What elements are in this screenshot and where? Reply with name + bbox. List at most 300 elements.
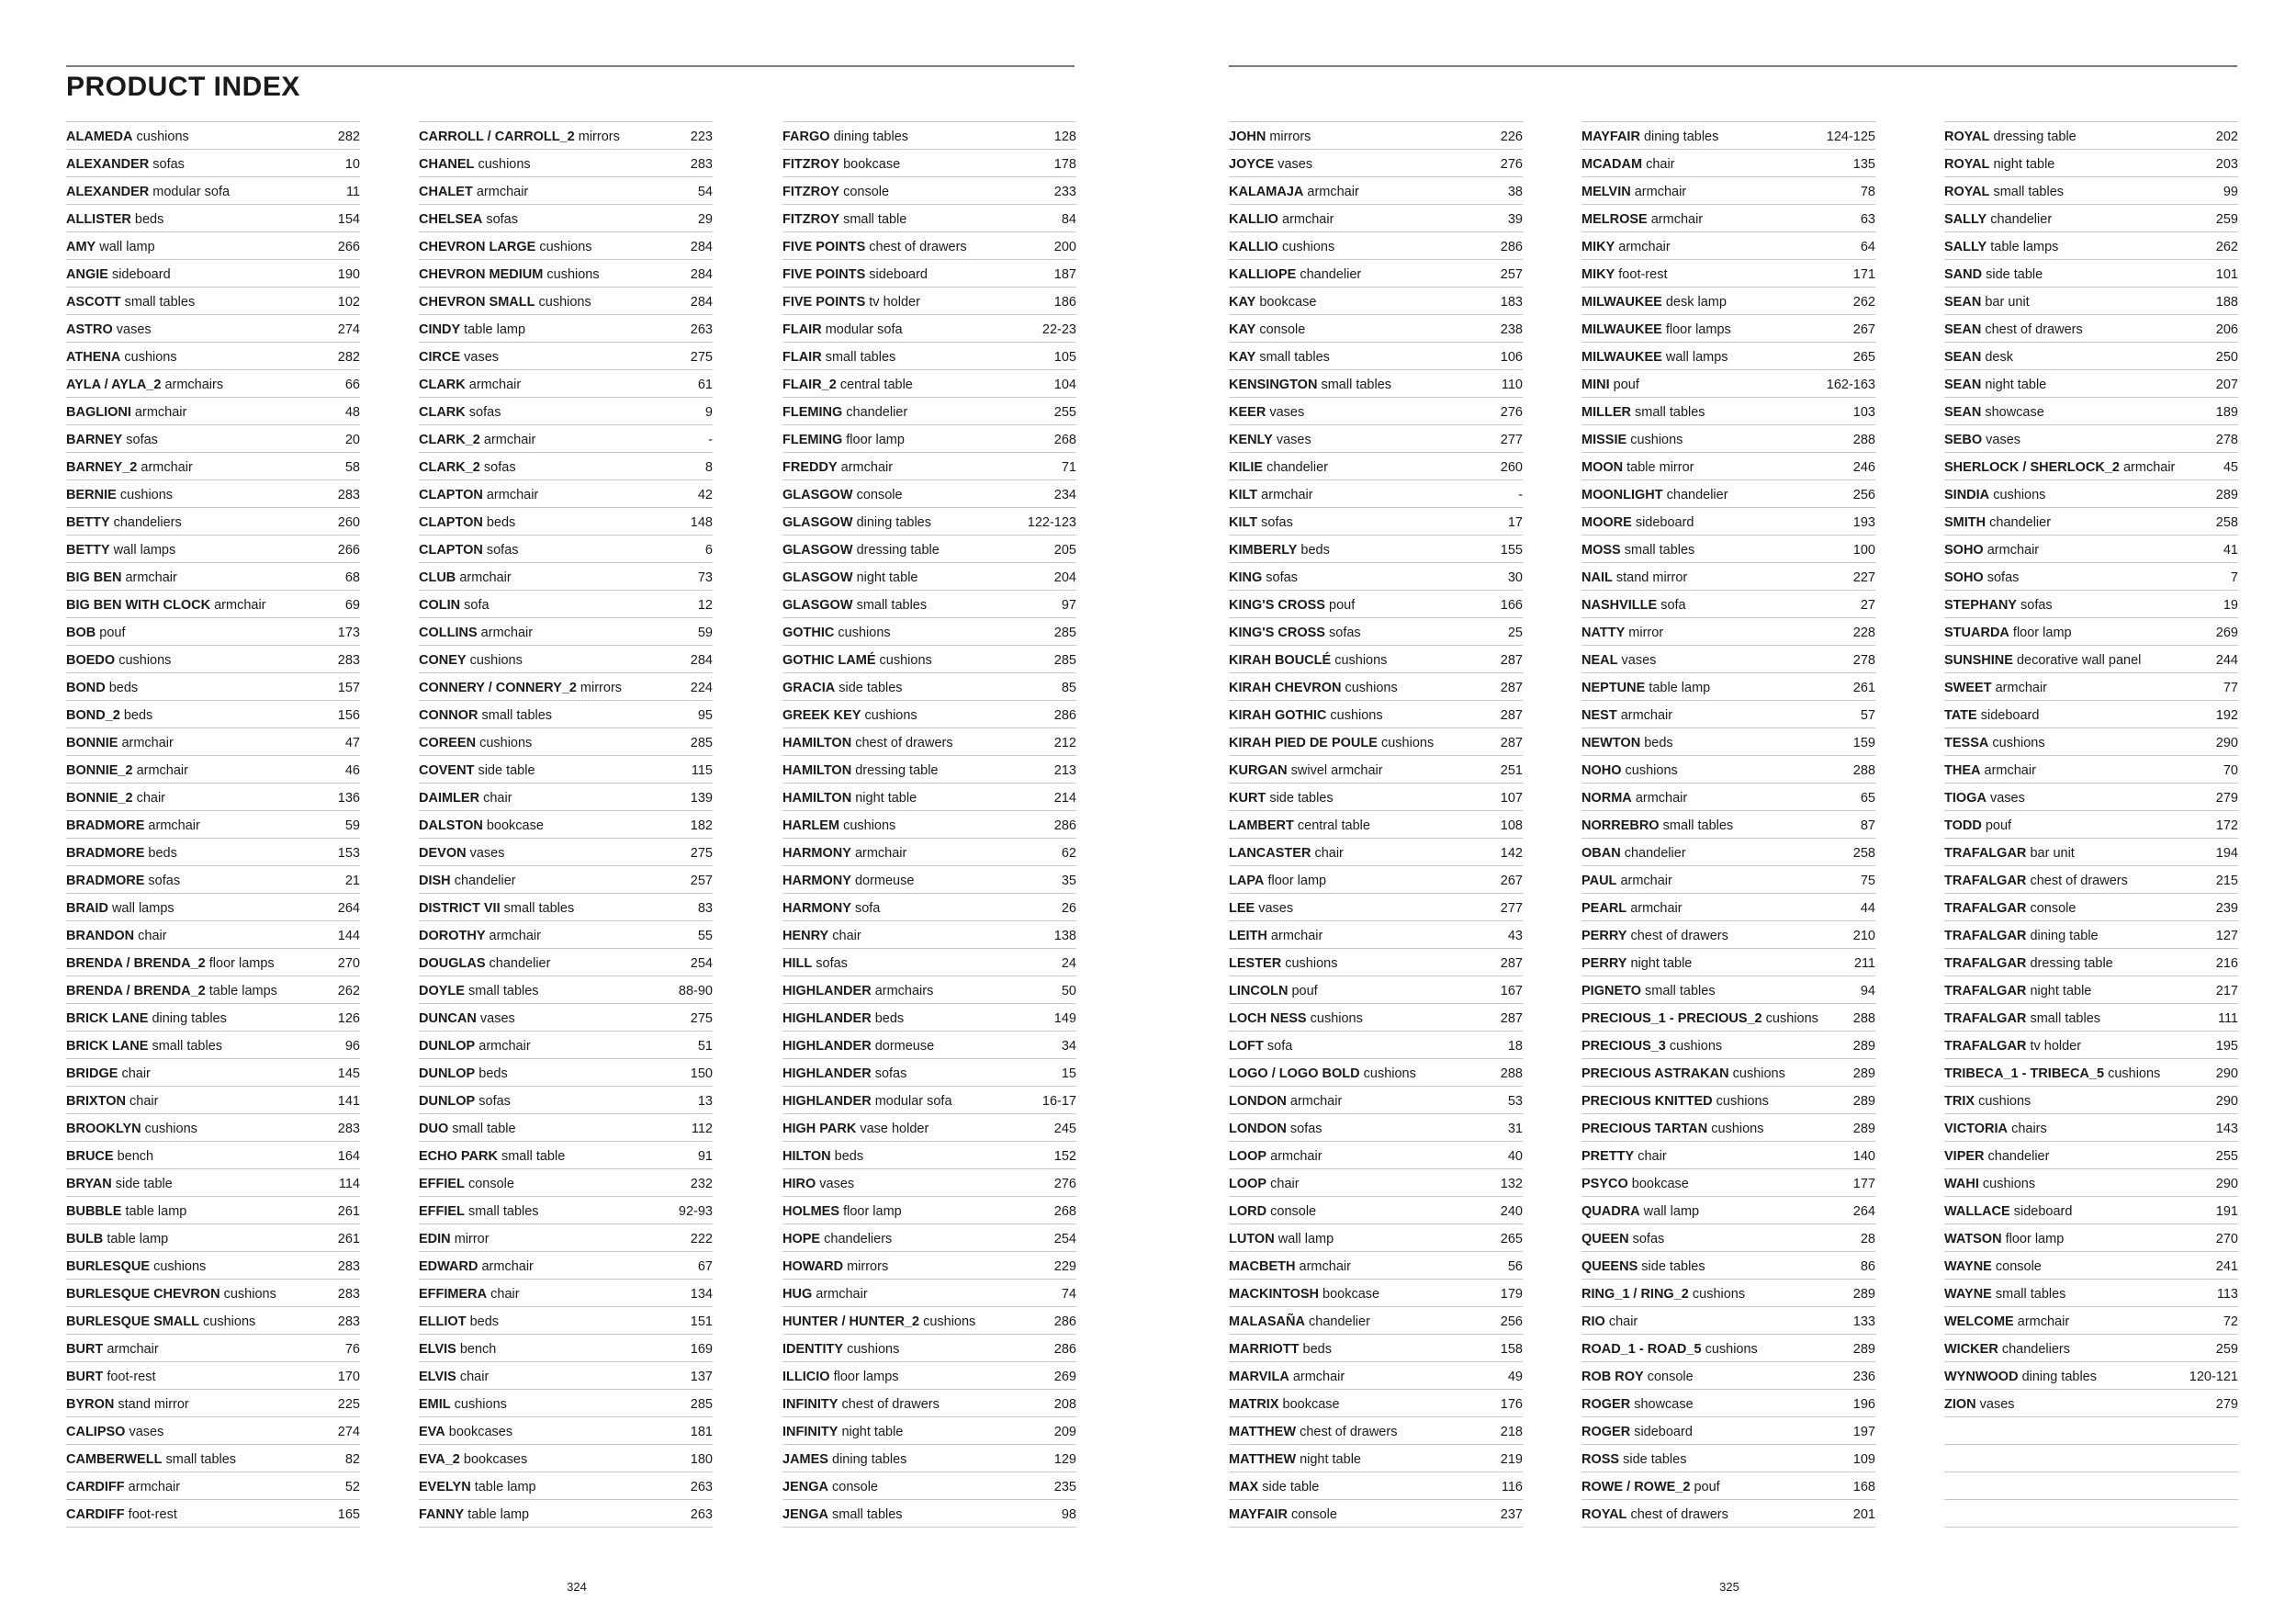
index-entry — [1944, 646, 2238, 673]
entry-label — [1944, 956, 2113, 971]
entry-label — [419, 1452, 527, 1467]
entry-label — [419, 1507, 529, 1522]
page-ref: 210 — [1852, 929, 1875, 943]
page-ref: 269 — [2215, 626, 2238, 640]
page-ref: 289 — [1852, 1094, 1875, 1109]
index-entry — [1944, 1032, 2238, 1059]
product-name: MIKY — [1581, 240, 1615, 254]
product-name: FLAIR — [782, 322, 822, 337]
entry-label — [419, 185, 528, 199]
index-entry — [1229, 177, 1523, 205]
product-type: armchair — [214, 598, 266, 613]
index-entry — [1229, 921, 1523, 949]
index-entry — [66, 232, 360, 260]
entry-label — [1229, 956, 1337, 971]
entry-label — [419, 1094, 511, 1109]
product-type: chandelier — [1666, 488, 1728, 502]
page-ref: 170 — [337, 1370, 360, 1384]
product-type: chest of drawers — [841, 1397, 940, 1412]
index-entry — [1229, 618, 1523, 646]
index-entry — [66, 343, 360, 370]
index-entry — [1581, 1169, 1875, 1197]
entry-label — [1229, 901, 1293, 916]
index-entry — [1944, 673, 2238, 701]
index-entry — [782, 1087, 1076, 1114]
index-entry — [419, 1142, 713, 1169]
index-entry — [1229, 536, 1523, 563]
page-ref: 73 — [697, 570, 713, 585]
product-name: MACBETH — [1229, 1259, 1296, 1274]
product-name: SALLY — [1944, 240, 1987, 254]
product-name: NATTY — [1581, 626, 1626, 640]
index-entry — [66, 425, 360, 453]
product-type: pouf — [1694, 1480, 1720, 1494]
product-name: MILWAUKEE — [1581, 350, 1662, 365]
product-name: MARVILA — [1229, 1370, 1289, 1384]
index-entry — [782, 150, 1076, 177]
product-name: CAMBERWELL — [66, 1452, 163, 1467]
index-entry — [1944, 205, 2238, 232]
product-name: BULB — [66, 1232, 104, 1246]
product-type: small tables — [1993, 185, 2065, 199]
entry-label — [1944, 901, 2076, 916]
product-name: NORREBRO — [1581, 818, 1660, 833]
entry-label — [419, 1314, 499, 1329]
product-type: sofas — [1289, 1122, 1322, 1136]
page-ref: 245 — [1053, 1122, 1076, 1136]
entry-label — [1581, 1480, 1720, 1494]
entry-label — [66, 1122, 197, 1136]
entry-label — [782, 1039, 934, 1054]
index-entry — [1944, 784, 2238, 811]
page-ref: 74 — [1061, 1287, 1076, 1302]
product-name: PAUL — [1581, 874, 1617, 888]
entry-label — [1581, 350, 1728, 365]
entry-label — [419, 240, 592, 254]
index-entry — [66, 1114, 360, 1142]
page-ref: 124-125 — [1826, 130, 1875, 144]
page-ref: 275 — [690, 1011, 713, 1026]
index-entry — [419, 1445, 713, 1472]
page-ref: 283 — [337, 1287, 360, 1302]
product-name: KALLIO — [1229, 212, 1278, 227]
page-ref: 282 — [337, 130, 360, 144]
product-name: CIRCE — [419, 350, 461, 365]
product-type: console — [2030, 901, 2077, 916]
product-type: cushions — [153, 1259, 207, 1274]
index-entry — [419, 370, 713, 398]
product-type: desk lamp — [1665, 295, 1727, 310]
product-type: cushions — [923, 1314, 976, 1329]
index-entry — [1229, 205, 1523, 232]
index-entry — [419, 563, 713, 591]
product-name: BOB — [66, 626, 96, 640]
page-ref: 219 — [1500, 1452, 1523, 1467]
page-ref: 274 — [337, 1425, 360, 1439]
product-name: CLARK_2 — [419, 460, 480, 475]
page-ref: 27 — [1860, 598, 1875, 613]
entry-label — [66, 433, 158, 447]
product-name: OBAN — [1581, 846, 1621, 861]
entry-label — [66, 295, 195, 310]
index-entry — [1944, 563, 2238, 591]
entry-label — [1581, 515, 1694, 530]
product-name: ROAD_1 - ROAD_5 — [1581, 1342, 1702, 1357]
product-type: vases — [1277, 157, 1313, 172]
entry-label — [419, 212, 518, 227]
entry-label — [1581, 708, 1672, 723]
page-ref: 255 — [2215, 1149, 2238, 1164]
page-ref: 239 — [2215, 901, 2238, 916]
page-ref: 262 — [1852, 295, 1875, 310]
index-entry — [66, 1032, 360, 1059]
entry-label — [419, 1397, 507, 1412]
index-entry — [1581, 1224, 1875, 1252]
product-name: HIGHLANDER — [782, 1094, 872, 1109]
index-column-3 — [782, 121, 1076, 1528]
product-type: night table — [1300, 1452, 1361, 1467]
entry-label — [1944, 818, 2011, 833]
entry-label — [1581, 185, 1686, 199]
product-type: chair — [129, 1094, 159, 1109]
index-entry — [1229, 1417, 1523, 1445]
entry-label — [1944, 1149, 2049, 1164]
product-type: mirror — [454, 1232, 490, 1246]
entry-label — [782, 295, 920, 310]
product-name: DUO — [419, 1122, 449, 1136]
product-type: armchair — [1630, 901, 1683, 916]
index-entry — [1581, 122, 1875, 150]
product-name: CHELSEA — [419, 212, 483, 227]
page-ref: 179 — [1500, 1287, 1523, 1302]
product-name: MACKINTOSH — [1229, 1287, 1320, 1302]
product-name: SWEET — [1944, 681, 1992, 695]
entry-label — [782, 322, 903, 337]
product-type: sofas — [2020, 598, 2053, 613]
index-column-2 — [419, 121, 713, 1528]
page-number-right: 325 — [1719, 1580, 1739, 1594]
product-name: MILLER — [1581, 405, 1631, 420]
page-ref: 78 — [1860, 185, 1875, 199]
entry-label — [782, 543, 940, 558]
page-ref: 276 — [1500, 157, 1523, 172]
entry-label — [419, 1232, 490, 1246]
index-entry — [782, 784, 1076, 811]
entry-label — [419, 874, 516, 888]
entry-label — [1944, 874, 2128, 888]
index-entry — [419, 1472, 713, 1500]
product-type: cushions — [1992, 736, 2045, 750]
product-type: small tables — [124, 295, 196, 310]
index-entry — [782, 921, 1076, 949]
page-ref: 283 — [337, 1314, 360, 1329]
entry-label — [1581, 1452, 1686, 1467]
product-name: AMY — [66, 240, 96, 254]
product-name: WELCOME — [1944, 1314, 2014, 1329]
index-entry — [419, 728, 713, 756]
index-entry — [782, 1445, 1076, 1472]
page-ref: 140 — [1852, 1149, 1875, 1164]
product-type: armchair — [1986, 543, 2040, 558]
entry-label — [782, 1342, 899, 1357]
page-ref: 202 — [2215, 130, 2238, 144]
index-entry — [419, 949, 713, 976]
index-entry — [1581, 784, 1875, 811]
index-entry — [419, 784, 713, 811]
product-type: chandelier — [1300, 267, 1362, 282]
page-ref: 152 — [1053, 1149, 1076, 1164]
index-entry — [1944, 1224, 2238, 1252]
index-entry — [1581, 1362, 1875, 1390]
page-ref: 286 — [1053, 1314, 1076, 1329]
product-type: night table — [855, 791, 917, 806]
index-entry — [1229, 949, 1523, 976]
entry-label — [419, 267, 600, 282]
product-name: TRIBECA_1 - TRIBECA_5 — [1944, 1066, 2105, 1081]
page-ref: 279 — [2215, 791, 2238, 806]
index-entry — [419, 866, 713, 894]
entry-label — [419, 1480, 536, 1494]
page-ref: 128 — [1053, 130, 1076, 144]
product-name: DUNLOP — [419, 1039, 476, 1054]
entry-label — [1944, 1370, 2097, 1384]
index-entry — [1944, 756, 2238, 784]
entry-label — [419, 460, 516, 475]
entry-label — [66, 1149, 153, 1164]
entry-label — [1944, 1259, 2042, 1274]
page-ref: 205 — [1053, 543, 1076, 558]
index-entry — [419, 260, 713, 288]
entry-label — [782, 350, 895, 365]
index-entry — [419, 536, 713, 563]
entry-label — [1581, 901, 1683, 916]
product-name: ROYAL — [1944, 130, 1990, 144]
index-entry — [66, 1252, 360, 1280]
product-name: BRICK LANE — [66, 1039, 149, 1054]
entry-label — [1944, 350, 2013, 365]
entry-label — [782, 1397, 940, 1412]
index-entry — [782, 508, 1076, 536]
entry-label — [419, 818, 544, 833]
product-name: MOON — [1581, 460, 1624, 475]
product-name: CARROLL / CARROLL_2 — [419, 130, 575, 144]
entry-label — [1944, 984, 2091, 998]
product-type: small tables — [2030, 1011, 2101, 1026]
index-entry — [1229, 1197, 1523, 1224]
entry-label — [1581, 984, 1716, 998]
page-ref: 288 — [1852, 1011, 1875, 1026]
entry-label — [1581, 791, 1687, 806]
product-type: bookcases — [463, 1452, 528, 1467]
page-ref: 265 — [1852, 350, 1875, 365]
product-name: BRADMORE — [66, 874, 145, 888]
page-ref: 181 — [690, 1425, 713, 1439]
product-name: LOFT — [1229, 1039, 1264, 1054]
product-type: vases — [1258, 901, 1294, 916]
index-entry — [66, 288, 360, 315]
page-ref: 172 — [2215, 818, 2238, 833]
product-type: showcase — [1985, 405, 2044, 420]
product-name: BETTY — [66, 515, 110, 530]
product-type: night table — [841, 1425, 904, 1439]
product-name: CHEVRON MEDIUM — [419, 267, 544, 282]
entry-label — [1944, 488, 2045, 502]
entry-label — [782, 1011, 904, 1026]
page-ref: 183 — [1500, 295, 1523, 310]
product-type: cushions — [203, 1314, 256, 1329]
entry-label — [66, 1507, 177, 1522]
product-type: sofa — [854, 901, 881, 916]
entry-label — [782, 405, 907, 420]
index-entry — [1581, 536, 1875, 563]
index-entry — [1581, 1142, 1875, 1169]
entry-label — [1944, 1177, 2035, 1191]
page-ref: 72 — [2223, 1314, 2238, 1329]
product-type: side table — [1986, 267, 2043, 282]
index-entry — [1581, 453, 1875, 480]
entry-label — [1229, 322, 1305, 337]
entry-label — [1944, 185, 2064, 199]
index-entry — [419, 508, 713, 536]
product-name: PIGNETO — [1581, 984, 1641, 998]
index-entry — [419, 1390, 713, 1417]
page-ref: 54 — [697, 185, 713, 199]
entry-label — [1229, 1314, 1370, 1329]
page-ref: 97 — [1061, 598, 1076, 613]
product-type: chest of drawers — [1985, 322, 2083, 337]
index-entry — [1581, 205, 1875, 232]
product-type: small tables — [481, 708, 553, 723]
index-entry — [1229, 1142, 1523, 1169]
page-ref: 178 — [1053, 157, 1076, 172]
index-entry — [419, 756, 713, 784]
product-name: TRAFALGAR — [1944, 1011, 2027, 1026]
page-ref: 287 — [1500, 708, 1523, 723]
entry-label — [1944, 1094, 2031, 1109]
product-type: cushions — [1310, 1011, 1363, 1026]
product-type: cushions — [539, 240, 592, 254]
product-name: BUBBLE — [66, 1204, 122, 1219]
page-ref: 139 — [690, 791, 713, 806]
page-ref: 209 — [1053, 1425, 1076, 1439]
index-entry — [1581, 563, 1875, 591]
product-type: vases — [1989, 791, 2025, 806]
page-ref: 62 — [1061, 846, 1076, 861]
entry-label — [1944, 1039, 2081, 1054]
product-type: small table — [452, 1122, 516, 1136]
page-ref: 207 — [2215, 378, 2238, 392]
page-ref: 289 — [1852, 1066, 1875, 1081]
product-type: wall lamps — [113, 543, 176, 558]
product-name: BETTY — [66, 543, 110, 558]
product-type: chair — [1608, 1314, 1638, 1329]
product-type: sofas — [874, 1066, 907, 1081]
product-name: EVA_2 — [419, 1452, 460, 1467]
index-entry — [66, 315, 360, 343]
product-type: chair — [483, 791, 512, 806]
product-name: BURLESQUE CHEVRON — [66, 1287, 220, 1302]
entry-label — [782, 1204, 902, 1219]
product-type: night table — [2030, 984, 2092, 998]
entry-label — [1581, 543, 1694, 558]
page-ref: 266 — [337, 240, 360, 254]
entry-label — [1944, 763, 2036, 778]
index-entry — [419, 232, 713, 260]
product-type: showcase — [1634, 1397, 1694, 1412]
page-ref: 260 — [1500, 460, 1523, 475]
product-name: EDWARD — [419, 1259, 478, 1274]
entry-label — [1581, 1177, 1689, 1191]
index-entry — [1229, 591, 1523, 618]
page-ref: 177 — [1852, 1177, 1875, 1191]
product-name: KAY — [1229, 322, 1256, 337]
index-entry — [1581, 1197, 1875, 1224]
product-type: bookcase — [1322, 1287, 1380, 1302]
product-type: armchair — [2122, 460, 2176, 475]
product-name: HOWARD — [782, 1259, 844, 1274]
product-type: small tables — [1645, 984, 1716, 998]
product-type: cushions — [1705, 1342, 1758, 1357]
product-type: dressing table — [1993, 130, 2077, 144]
product-name: NAIL — [1581, 570, 1613, 585]
index-entry — [1229, 343, 1523, 370]
product-type: chandelier — [454, 874, 516, 888]
entry-label — [782, 708, 917, 723]
page-ref: 57 — [1860, 708, 1875, 723]
product-type: vases — [479, 1011, 515, 1026]
entry-label — [782, 1066, 906, 1081]
product-name: COLIN — [419, 598, 461, 613]
index-entry — [1229, 1114, 1523, 1142]
entry-label — [1581, 1204, 1699, 1219]
product-name: DISTRICT VII — [419, 901, 501, 916]
product-type: vases — [464, 350, 500, 365]
page-ref: 12 — [697, 598, 713, 613]
product-name: VIPER — [1944, 1149, 1985, 1164]
page-ref: 137 — [690, 1370, 713, 1384]
product-name: CHALET — [419, 185, 473, 199]
page-ref: 68 — [344, 570, 360, 585]
index-entry — [782, 866, 1076, 894]
entry-label — [1944, 681, 2047, 695]
product-type: cushions — [144, 1122, 197, 1136]
product-name: DUNLOP — [419, 1066, 476, 1081]
product-type: bookcase — [843, 157, 901, 172]
page-ref: 261 — [1852, 681, 1875, 695]
product-name: TRAFALGAR — [1944, 901, 2027, 916]
product-type: sofas — [152, 157, 185, 172]
index-column-4 — [1229, 121, 1523, 1528]
page-ref: 255 — [1053, 405, 1076, 420]
product-name: KAY — [1229, 295, 1256, 310]
page-ref: 109 — [1852, 1452, 1875, 1467]
product-type: cushions — [1334, 653, 1388, 668]
index-entry — [1229, 701, 1523, 728]
index-entry — [419, 591, 713, 618]
product-name: THEA — [1944, 763, 1981, 778]
index-entry — [1944, 1307, 2238, 1335]
index-entry — [1944, 1197, 2238, 1224]
product-type: chandelier — [846, 405, 908, 420]
product-name: BRENDA / BRENDA_2 — [66, 984, 206, 998]
page-ref: 94 — [1860, 984, 1875, 998]
index-entry — [1581, 673, 1875, 701]
page-ref: 34 — [1061, 1039, 1076, 1054]
page-ref: 26 — [1061, 901, 1076, 916]
entry-label — [782, 1314, 975, 1329]
product-name: ROYAL — [1944, 157, 1990, 172]
page-ref: 101 — [2215, 267, 2238, 282]
